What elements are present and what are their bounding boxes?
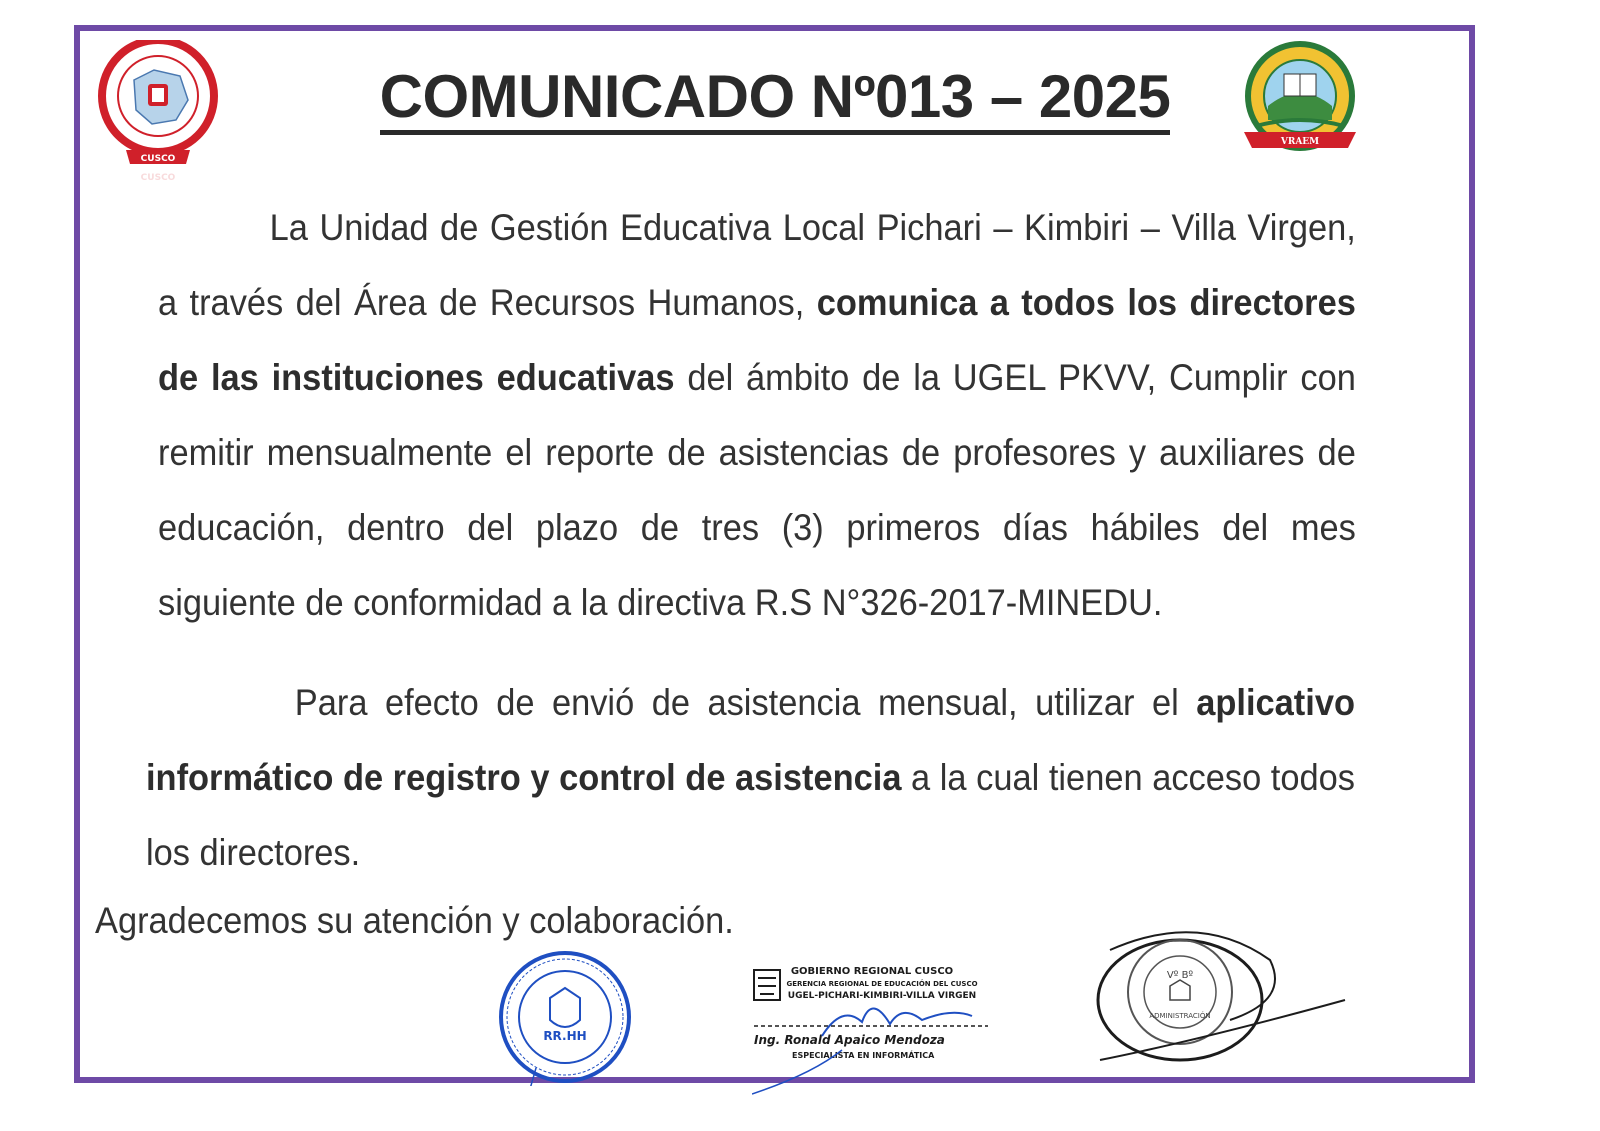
left-seal-bottom-text: CUSCO	[140, 154, 176, 164]
svg-text:CUSCO: CUSCO	[140, 173, 176, 183]
signatory-role: ESPECIALISTA EN INFORMÁTICA	[792, 1051, 935, 1060]
page-title	[0, 62, 1550, 131]
rrhh-seal-center: RR.HH	[543, 1029, 587, 1043]
administration-seal-icon	[1080, 920, 1350, 1070]
signature-org-line-2: GERENCIA REGIONAL DE EDUCACIÓN DEL CUSCO	[786, 980, 978, 988]
signature-org-line-3: UGEL-PICHARI-KIMBIRI-VILLA VIRGEN	[787, 991, 977, 1001]
paragraph-2-intro: Para efecto de envió de asistencia mensual, utilizar el	[294, 682, 1197, 723]
paragraph-1-emphasis: comunica a todos los directores de las instituciones educativas	[158, 282, 1356, 398]
paragraph-1-intro: La Unidad de Gestión Educativa Local Pichari – Kimbiri – Villa Virgen, a través del Área de Recursos Humanos,	[158, 207, 1356, 323]
signature-block	[752, 964, 992, 1104]
admin-seal-center-text: ADMINISTRACIÓN	[1149, 1012, 1211, 1020]
paragraph-1	[158, 190, 1356, 640]
right-seal-bottom-text: VRAEM	[1280, 137, 1320, 147]
closing-line: Agradecemos su atención y colaboración.	[95, 900, 734, 941]
paragraph-1-rest: del ámbito de la UGEL PKVV, Cumplir con remitir mensualmente el reporte de asistencias de profesores y auxiliares de educación, dentro del plazo de tres (3) primeros días hábiles del mes siguiente de conformidad a la directiva R.S N°326-2017-MINEDU.	[158, 357, 1356, 623]
paragraph-2-rest: a la cual tienen acceso todos los directores.	[146, 757, 1355, 873]
signatory-name: Ing. Ronald Apaico Mendoza	[754, 1033, 945, 1047]
admin-seal-vobo: Vº Bº	[1166, 970, 1194, 981]
paragraph-2	[146, 665, 1355, 890]
rrhh-seal-icon	[496, 948, 634, 1086]
signature-org-line-1: GOBIERNO REGIONAL CUSCO	[790, 966, 954, 977]
title-text: COMUNICADO Nº013 – 2025	[380, 63, 1171, 135]
paragraph-2-emphasis: aplicativo informático de registro y control de asistencia	[146, 682, 1355, 798]
